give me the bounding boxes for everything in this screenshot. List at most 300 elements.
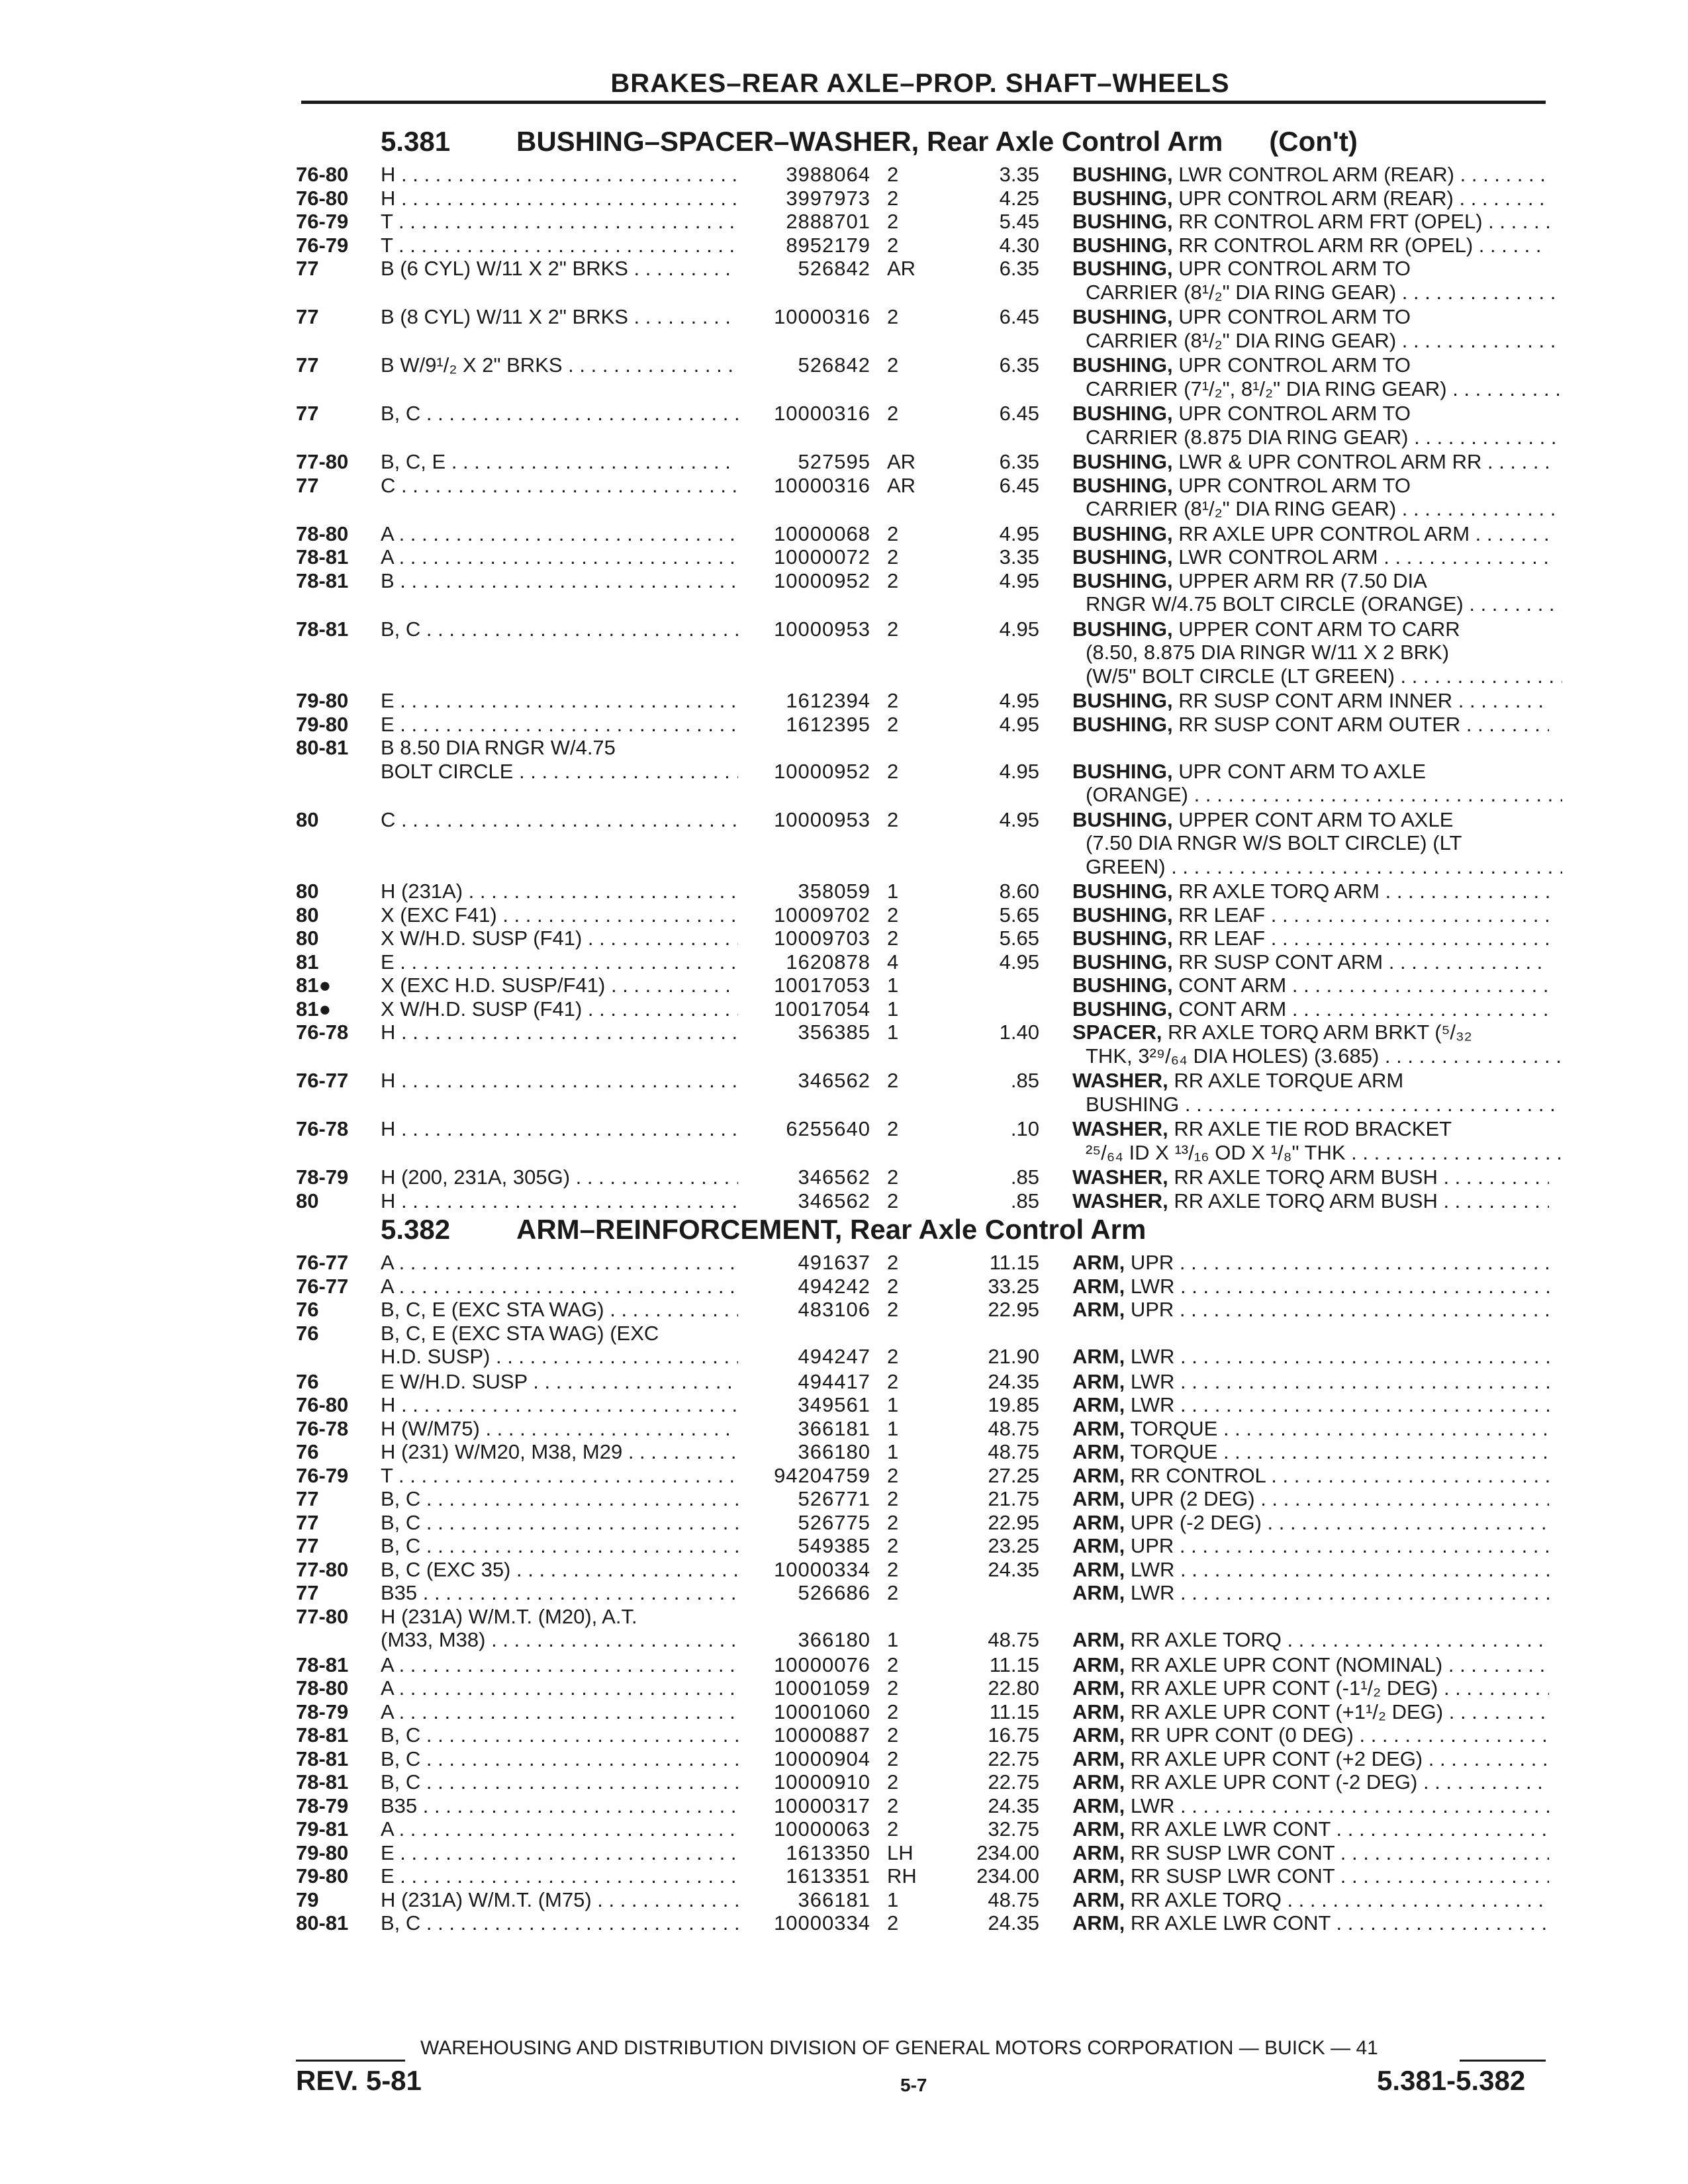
footer-page-number: 5-7 [900,2075,927,2095]
description-line [0,855,1688,879]
quantity: 2 [887,1700,899,1723]
description-text [1072,1393,1549,1417]
description-line [0,1393,1688,1417]
model-years: 81● [296,974,332,997]
quantity: 4 [887,950,899,974]
description-value: RR CONTROL ARM RR (OPEL) . . . [1178,234,1549,257]
description-line [0,1165,1688,1189]
quantity: 1 [887,1888,899,1911]
description-name: ARM, [1072,1817,1125,1841]
footer-section-range: 5.381-5.382 [1377,2065,1526,2096]
model-years: 78-79 [296,1165,349,1189]
description-value: UPR CONTROL ARM (REAR) . . . [1178,187,1549,210]
quantity: 2 [887,1653,899,1676]
description-name: ARM, [1072,1723,1125,1747]
part-number: 358059 [798,880,870,903]
part-number: 10000063 [774,1817,870,1841]
model-years: 76-77 [296,1251,349,1274]
description-value: CARRIER (8.875 DIA RING GEAR) . . . [1086,426,1562,449]
description-line [0,1487,1688,1511]
price: 27.25 [988,1463,1039,1487]
application-value: B 8.50 DIA RNGR W/4.75 [381,736,616,759]
description-line [0,760,1688,784]
description-value: LWR & UPR CONTROL ARM RR . . . [1178,450,1549,473]
model-years: 76-77 [296,1069,349,1092]
price: 6.35 [999,353,1039,377]
model-years: 76-80 [296,163,349,186]
application-value: H . . . [381,1069,738,1092]
description-line [0,426,1688,449]
price: 4.95 [999,522,1039,545]
description-value: TORQUE . . . [1130,1440,1549,1463]
description-value: UPPER CONT ARM TO AXLE [1178,807,1454,831]
application-value: X W/H.D. SUSP (F41) . . . [381,927,738,950]
quantity: 2 [887,1165,899,1189]
quantity: 2 [887,1817,899,1841]
price: 5.65 [999,927,1039,950]
description-name: ARM, [1072,1534,1125,1557]
model-years: 76 [296,1440,319,1463]
description-line [0,664,1688,688]
quantity: 2 [887,522,899,545]
application-value: A . . . [381,545,738,569]
description-text [1072,569,1549,593]
description-line [0,187,1688,210]
model-years: 79-80 [296,712,349,736]
description-name: BUSHING, [1072,473,1173,497]
description-text [1072,522,1549,546]
description-text [1072,1189,1549,1213]
part-number: 10000316 [774,402,870,425]
description-line [0,1275,1688,1298]
description-text [1086,497,1562,521]
model-years: 76-80 [296,1393,349,1416]
model-years: 77 [296,1581,319,1604]
description-name: ARM, [1072,1557,1125,1581]
application-value: B, C . . . [381,1534,738,1557]
model-years: 76 [296,1298,319,1321]
quantity: 2 [887,1117,899,1140]
part-number: 10000904 [774,1747,870,1770]
quantity: 2 [887,903,899,927]
description-line [0,353,1688,377]
price: 48.75 [988,1888,1039,1911]
application-value: B, C, E (EXC STA WAG) (EXC [381,1321,659,1345]
description-line [0,1440,1688,1464]
model-years: 77 [296,1534,319,1557]
description-text [1086,783,1562,807]
price: 22.75 [988,1770,1039,1794]
description-line [0,163,1688,187]
application-value: A . . . [381,1275,738,1298]
description-text [1086,592,1562,616]
description-value: (7.50 DIA RNGR W/S BOLT CIRCLE) (LT [1086,831,1462,854]
description-name: BUSHING, [1072,186,1173,210]
model-years: 79-80 [296,1864,349,1888]
description-text [1086,329,1562,353]
description-name: ARM, [1072,1581,1125,1604]
description-line [0,257,1688,281]
description-line [0,1021,1688,1044]
description-value: RR AXLE UPR CONT (-2 DEG) . . . [1131,1770,1549,1794]
description-line [0,617,1688,641]
application-value: C . . . [381,808,738,831]
description-line [0,234,1688,257]
description-line [0,569,1688,593]
model-years: 78-80 [296,522,349,545]
application-value: B, C (EXC 35) . . . [381,1558,738,1581]
description-value: (ORANGE) . . . [1086,783,1562,806]
description-line [0,783,1688,807]
section-continued: (Con't) [1269,126,1358,157]
description-line [0,1464,1688,1488]
quantity: 2 [887,1369,899,1393]
description-line [0,1069,1688,1093]
price: 5.45 [999,210,1039,233]
part-number: 494417 [798,1369,870,1393]
description-value: RR SUSP CONT ARM . . . [1178,950,1549,974]
quantity: 2 [887,1676,899,1700]
price: 6.45 [999,402,1039,425]
description-line [0,497,1688,521]
description-name: BUSHING, [1072,233,1173,257]
description-line [0,1345,1688,1369]
description-value: RR AXLE UPR CONT (+2 DEG) . . . [1131,1747,1549,1770]
description-text [1072,1345,1549,1369]
description-name: ARM, [1072,1770,1125,1794]
description-value: LWR CONTROL ARM . . . [1178,545,1549,569]
section-number: 5.381 [381,126,451,157]
description-value: UPR CONTROL ARM TO [1178,353,1411,377]
model-years: 78-79 [296,1794,349,1817]
part-number: 366180 [798,1440,870,1463]
part-number: 3997973 [786,186,870,210]
description-text [1072,760,1549,784]
application-value: X W/H.D. SUSP (F41) . . . [381,997,738,1021]
application-value: T . . . [381,210,738,233]
part-number: 10000316 [774,473,870,497]
part-number: 10001059 [774,1676,870,1700]
price: 21.90 [988,1345,1039,1368]
application-value: B, C . . . [381,1747,738,1770]
quantity: 1 [887,1628,899,1651]
description-value: LWR . . . [1131,1345,1549,1368]
application-value: H (231A) W/M.T. (M75) . . . [381,1888,738,1911]
application-value: B, C . . . [381,1770,738,1794]
description-name: BUSHING, [1072,997,1173,1021]
description-value: BUSHING . . . [1086,1093,1562,1116]
price: 24.35 [988,1911,1039,1934]
model-years: 80 [296,903,319,927]
application-value: B, C . . . [381,402,738,425]
model-years: 77 [296,1510,319,1534]
application-line [0,1322,1688,1345]
application-value: B35 . . . [381,1794,738,1817]
model-years: 77 [296,402,319,425]
description-name: BUSHING, [1072,569,1173,592]
quantity: 2 [887,1345,899,1368]
quantity: 2 [887,927,899,950]
description-value: (W/5" BOLT CIRCLE (LT GREEN) . . . [1086,664,1562,688]
price: 6.35 [999,450,1039,473]
description-text [1072,713,1549,737]
price: 32.75 [988,1817,1039,1841]
description-value: CONT ARM . . . [1178,997,1549,1021]
quantity: 1 [887,1393,899,1416]
price: 21.75 [988,1487,1039,1510]
description-text [1072,1417,1549,1441]
application-text [381,1605,738,1629]
description-text [1072,1723,1549,1747]
quantity: 1 [887,974,899,997]
description-value: UPR . . . [1131,1298,1549,1321]
application-value: H . . . [381,187,738,210]
part-number: 10000076 [774,1653,870,1676]
description-name: BUSHING, [1072,927,1173,950]
application-text [381,1322,738,1345]
part-number: 494242 [798,1274,870,1298]
part-number: 526775 [798,1510,870,1534]
description-value: RR SUSP CONT ARM INNER . . . [1178,689,1549,712]
application-value: E . . . [381,713,738,736]
description-name: WASHER, [1072,1189,1168,1212]
price: 48.75 [988,1416,1039,1440]
description-line [0,329,1688,353]
model-years: 79-80 [296,689,349,712]
model-years: 77 [296,473,319,497]
model-years: 76-78 [296,1021,349,1044]
description-line [0,1093,1688,1116]
model-years: 78-81 [296,1747,349,1770]
part-number: 526771 [798,1487,870,1510]
price: 4.95 [999,689,1039,712]
application-value: B, C, E (EXC STA WAG) . . . [381,1298,738,1321]
price: 48.75 [988,1440,1039,1463]
application-value: B, C . . . [381,1511,738,1534]
description-text [1072,545,1549,569]
model-years: 81● [296,997,332,1021]
description-text [1072,1676,1549,1700]
model-years: 79 [296,1888,319,1911]
description-text [1086,377,1562,401]
quantity: 2 [887,1747,899,1770]
quantity: 1 [887,1440,899,1463]
model-years: 77-80 [296,1557,349,1581]
part-number: 366181 [798,1416,870,1440]
description-value: RR AXLE TORQ ARM BRKT (⁵/₃₂ [1168,1021,1472,1044]
price: .85 [1010,1165,1039,1189]
application-value: BOLT CIRCLE . . . [381,760,738,783]
description-name: BUSHING, [1072,210,1173,233]
part-number: 2888701 [786,210,870,233]
model-years: 77 [296,1487,319,1510]
price: 4.30 [999,233,1039,257]
description-value: LWR . . . [1131,1393,1549,1416]
description-text [1072,1117,1549,1141]
description-line [0,1747,1688,1771]
description-line [0,545,1688,569]
part-number: 491637 [798,1251,870,1274]
application-value: E . . . [381,950,738,974]
application-line [0,736,1688,760]
description-name: BUSHING, [1072,450,1173,473]
part-number: 346562 [798,1165,870,1189]
description-text [1086,1093,1562,1116]
price: 4.95 [999,950,1039,974]
part-number: 1620878 [786,950,870,974]
application-value: H (231A) W/M.T. (M20), A.T. [381,1604,637,1628]
part-number: 346562 [798,1069,870,1092]
model-years: 77-80 [296,1604,349,1628]
price: 4.95 [999,712,1039,736]
model-years: 76 [296,1369,319,1393]
description-line [0,402,1688,426]
quantity: 2 [887,1487,899,1510]
description-name: BUSHING, [1072,712,1173,736]
quantity: 2 [887,689,899,712]
part-number: 3988064 [786,163,870,186]
quantity: 2 [887,163,899,186]
model-years: 78-81 [296,1770,349,1794]
description-name: SPACER, [1072,1021,1162,1044]
description-name: BUSHING, [1072,880,1173,903]
application-value: H (W/M75) . . . [381,1417,738,1440]
description-line [0,1511,1688,1535]
model-years: 80 [296,927,319,950]
description-name: ARM, [1072,1841,1125,1864]
part-number: 8952179 [786,233,870,257]
price: 6.45 [999,305,1039,328]
application-value: H . . . [381,1021,738,1044]
description-text [1072,927,1549,950]
description-text [1072,1864,1549,1888]
description-text [1072,1370,1549,1394]
application-value: H (200, 231A, 305G) . . . [381,1165,738,1189]
description-line [0,831,1688,855]
description-value: CARRIER (8¹/₂" DIA RING GEAR) . . . [1086,497,1562,520]
quantity: 2 [887,353,899,377]
description-value: CARRIER (8¹/₂" DIA RING GEAR) . . . [1086,329,1562,352]
description-name: ARM, [1072,1676,1125,1700]
quantity: 2 [887,1189,899,1212]
part-number: 10000887 [774,1723,870,1747]
description-line [0,377,1688,401]
description-value: LWR . . . [1131,1370,1549,1393]
description-line [0,880,1688,903]
model-years: 77 [296,353,319,377]
description-name: ARM, [1072,1369,1125,1393]
model-years: 76-80 [296,186,349,210]
price: 4.25 [999,186,1039,210]
part-number: 10000316 [774,305,870,328]
application-value: E . . . [381,1864,738,1888]
application-value: B35 . . . [381,1581,738,1604]
description-name: BUSHING, [1072,353,1173,377]
model-years: 77 [296,257,319,280]
description-line [0,522,1688,546]
description-line [0,1723,1688,1747]
price: 4.95 [999,569,1039,592]
application-value: H (231A) . . . [381,880,738,903]
description-value: (8.50, 8.875 DIA RINGR W/11 X 2 BRK) [1086,641,1450,664]
part-number: 10000068 [774,522,870,545]
price: 11.15 [989,1653,1039,1676]
description-line [0,1189,1688,1213]
description-name: ARM, [1072,1274,1125,1298]
part-number: 10009703 [774,927,870,950]
description-value: UPR (2 DEG) . . . [1131,1487,1549,1510]
application-value: A . . . [381,1653,738,1676]
description-line [0,1653,1688,1677]
quantity: 2 [887,1770,899,1794]
description-line [0,950,1688,974]
price: .85 [1010,1069,1039,1092]
price: 11.15 [989,1251,1039,1274]
application-value: T . . . [381,1464,738,1487]
description-line [0,689,1688,713]
quantity: 2 [887,545,899,569]
price: 5.65 [999,903,1039,927]
model-years: 76-77 [296,1274,349,1298]
section-heading [381,126,1358,158]
description-text [1072,1700,1549,1724]
description-text [1072,1534,1549,1558]
description-value: UPR CONT ARM TO AXLE [1178,759,1427,783]
description-value: UPR (-2 DEG) . . . [1131,1511,1549,1534]
part-number: 494247 [798,1345,870,1368]
description-text [1072,163,1549,187]
description-name: ARM, [1072,1653,1125,1676]
description-value: UPPER CONT ARM TO CARR [1178,617,1460,641]
quantity: 2 [887,1911,899,1934]
application-value: A . . . [381,1676,738,1700]
model-years: 80 [296,1189,319,1212]
description-line [0,1700,1688,1724]
description-text [1072,450,1549,474]
quantity: 2 [887,1557,899,1581]
description-text [1086,1044,1562,1068]
price: 33.25 [988,1274,1039,1298]
price: 24.35 [988,1557,1039,1581]
model-years: 78-81 [296,617,349,641]
description-text [1072,903,1549,927]
price: 22.80 [988,1676,1039,1700]
price: 24.35 [988,1794,1039,1817]
description-name: ARM, [1072,1864,1125,1888]
part-number: 526842 [798,257,870,280]
description-value: UPR CONTROL ARM TO [1178,257,1411,280]
application-value: B, C . . . [381,1723,738,1747]
application-value: H.D. SUSP) . . . [381,1345,738,1368]
section-title: BUSHING–SPACER–WASHER, Rear Axle Control Arm [516,126,1223,157]
description-text [1072,1440,1549,1464]
description-value: CARRIER (8¹/₂" DIA RING GEAR) . . . [1086,281,1562,304]
model-years: 78-81 [296,569,349,592]
part-number: 10001060 [774,1700,870,1723]
price: .10 [1010,1117,1039,1140]
description-name: ARM, [1072,1345,1125,1368]
description-name: BUSHING, [1072,903,1173,927]
model-years: 79-81 [296,1817,349,1841]
description-text [1086,426,1562,449]
description-text [1072,353,1549,377]
application-value: B, C, E . . . [381,450,738,473]
description-text [1072,257,1549,281]
quantity: 2 [887,1463,899,1487]
description-text [1072,1817,1549,1841]
quantity: 1 [887,997,899,1021]
description-text [1072,974,1549,997]
